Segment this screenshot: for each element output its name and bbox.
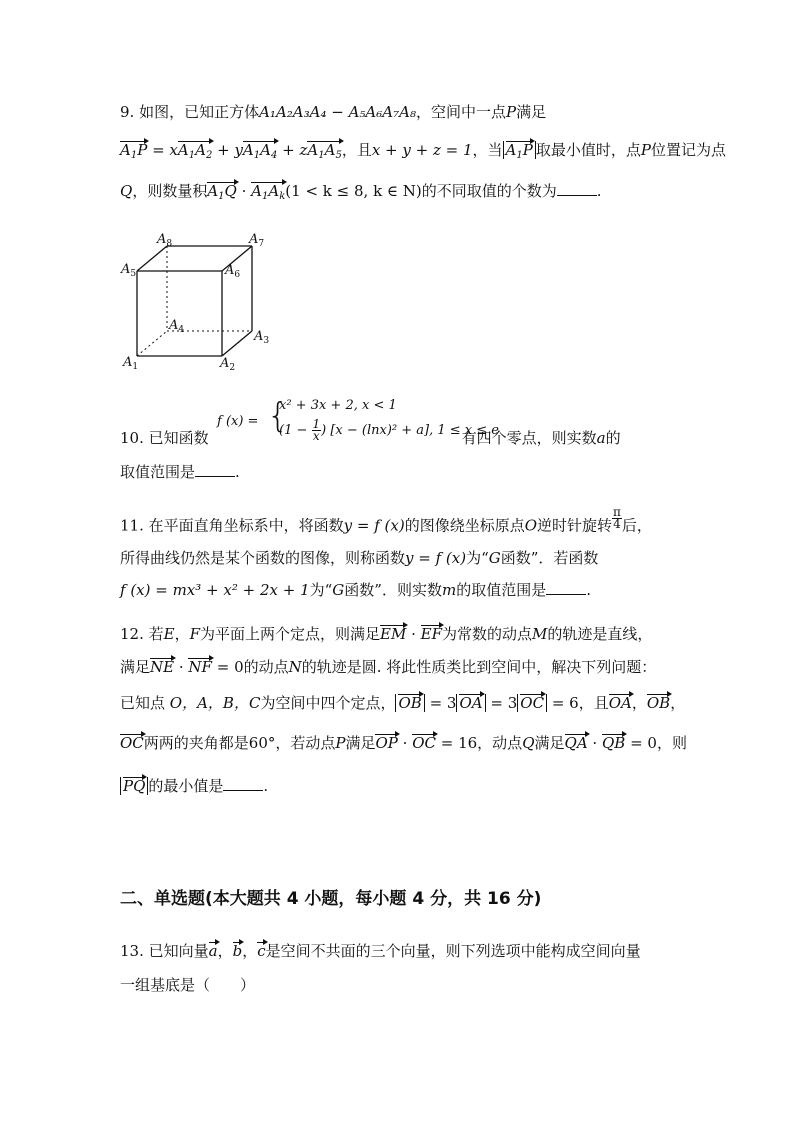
q11-text: 函数”．若函数 bbox=[500, 549, 599, 567]
q11-cubic: f (x) = mx³ + x² + 2x + 1 bbox=[120, 581, 310, 599]
q11-text: 为“ bbox=[466, 549, 489, 567]
q11-angle: $\frac{\pi}{4}$ bbox=[613, 505, 621, 531]
q9-text: 取最小值时，点 bbox=[535, 141, 641, 159]
q11-line2 bbox=[120, 548, 598, 568]
q12-text: . bbox=[263, 777, 269, 795]
q12-line2: 满足NE · NF = 0的动点N的轨迹是圆. 将此性质类比到空间中，解决下列问题： bbox=[120, 658, 657, 676]
q11-text: 11. 在平面直角坐标系中，将函数 bbox=[120, 516, 344, 535]
q10-line2 bbox=[120, 462, 240, 482]
q9-text: ，空间中一点 bbox=[415, 103, 506, 121]
q12-text: ， bbox=[670, 694, 686, 712]
vertex-label-a8: $A_8$ bbox=[157, 232, 173, 249]
q12-point-n: N bbox=[288, 658, 302, 676]
q12-point-p: P bbox=[335, 734, 346, 752]
q12-text: 满足 bbox=[345, 734, 376, 752]
section-heading: 二、单选题(本大题共 4 小题，每小题 4 分，共 16 分) bbox=[120, 889, 542, 909]
q12-text: = 0的动点 bbox=[216, 658, 289, 676]
q10-case2: (1 − $\frac{1}{x}$ ) [x − (lnx)² + a], 1 ≤ x ≤ e bbox=[279, 417, 499, 443]
q11-line1 bbox=[120, 505, 652, 538]
vertex-label-a7: $A_7$ bbox=[249, 232, 265, 249]
q9-text: 9. 如图，已知正方体 bbox=[120, 103, 260, 121]
vertex-label-a4: $A_4$ bbox=[169, 318, 185, 335]
answer-blank bbox=[546, 580, 586, 595]
q9-text: ，且 bbox=[341, 141, 372, 159]
vertex-label-a2: $A_2$ bbox=[220, 356, 236, 373]
q13-line1: 13. 已知向量a，b，c是空间不共面的三个向量，则下列选项中能构成空间向量 bbox=[120, 942, 641, 960]
vertex-label-a5: $A_5$ bbox=[121, 262, 137, 279]
q13-text: ， bbox=[242, 942, 258, 960]
q12-text: = 16，动点 bbox=[440, 734, 523, 752]
q13-text: ， bbox=[217, 942, 233, 960]
q12-line4: OC两两的夹角都是60°，若动点P满足OP · OC = 16，动点Q满足QA · QB = 0，则 bbox=[120, 734, 687, 752]
q12-text: 12. 若 bbox=[120, 625, 164, 643]
brace-icon: { bbox=[267, 396, 289, 436]
vertex-label-a6: $A_6$ bbox=[225, 263, 241, 280]
q9-cube-name: A₁A₂A₃A₄ − A₅A₆A₇A₈ bbox=[259, 103, 416, 121]
answer-blank bbox=[557, 181, 597, 196]
q12-point-f: F bbox=[189, 625, 201, 643]
q12-points: O，A，B，C bbox=[169, 694, 261, 712]
cube-figure bbox=[115, 228, 285, 373]
q10-text: 的 bbox=[605, 429, 621, 447]
q9-k-condition: (1 < k ≤ 8, k ∈ N) bbox=[285, 182, 422, 200]
q10-text: . bbox=[235, 463, 240, 481]
q9-point-p: P bbox=[640, 141, 651, 159]
q12-text: 两两的夹角都是60°，若动点 bbox=[143, 734, 336, 752]
q12-text: = 3 bbox=[490, 694, 518, 712]
q11-g: G bbox=[488, 549, 501, 567]
q9-text: ，则数量积 bbox=[132, 182, 208, 200]
vertex-label-a3: $A_3$ bbox=[254, 329, 270, 346]
q11-text: 的取值范围是 bbox=[456, 581, 547, 599]
cube-edge bbox=[222, 331, 252, 356]
q11-var-m: m bbox=[441, 581, 457, 599]
q12-text: 的轨迹是直线， bbox=[547, 625, 653, 643]
q9-text: . bbox=[596, 182, 602, 200]
q11-function: y = f (x) bbox=[343, 516, 405, 535]
answer-blank bbox=[223, 776, 263, 791]
q12-text: 的最小值是 bbox=[148, 777, 224, 795]
vertex-label-a1: $A_1$ bbox=[123, 355, 139, 372]
q11-line3 bbox=[120, 580, 591, 600]
q9-text: 的不同取值的个数为 bbox=[421, 182, 557, 200]
q12-text: ， bbox=[174, 625, 190, 643]
q12-point-m: M bbox=[532, 625, 548, 643]
q12-text: 为空间中四个定点， bbox=[260, 694, 396, 712]
q10-line1 bbox=[120, 428, 621, 448]
q11-function: y = f (x) bbox=[405, 549, 467, 567]
answer-blank bbox=[195, 462, 235, 477]
q11-origin: O bbox=[524, 516, 538, 535]
q10-text: 取值范围是 bbox=[120, 463, 196, 481]
q13-text: 是空间不共面的三个向量，则下列选项中能构成空间向量 bbox=[265, 942, 641, 960]
q11-g: G bbox=[332, 581, 345, 599]
q9-line2: $A_1P = xA_1A_2 + yA_1A_4 + zA_1A_5$，且x + y + z = 1，当 $A_1P$ 取最小值时，点P位置记为点 bbox=[120, 140, 726, 166]
q12-text: 的轨迹是圆. 将此性质类比到空间中，解决下列问题： bbox=[301, 658, 657, 676]
q11-text: 后， bbox=[621, 516, 652, 535]
q13-text: 13. 已知向量 bbox=[120, 942, 209, 960]
q12-text: 已知点 bbox=[120, 694, 166, 712]
q10-text: 10. 已知函数 bbox=[120, 429, 209, 447]
q12-text: 为平面上两个定点，则满足 bbox=[200, 625, 381, 643]
q9-point-p: P bbox=[505, 103, 517, 121]
q9-text: ，当 bbox=[472, 141, 503, 159]
q11-text: 的图像绕坐标原点 bbox=[404, 516, 525, 535]
q9-text: 位置记为点 bbox=[650, 141, 726, 159]
q9-line1 bbox=[120, 102, 546, 122]
q12-line1: 12. 若E，F为平面上两个定点，则满足EM · EF为常数的动点M的轨迹是直线， bbox=[120, 625, 653, 643]
q12-text: ， bbox=[631, 694, 647, 712]
q12-text: 满足 bbox=[534, 734, 565, 752]
q12-text: 满足 bbox=[120, 658, 151, 676]
q12-point-e: E bbox=[163, 625, 175, 643]
q11-text: 为“ bbox=[309, 581, 333, 599]
q10-var-a: a bbox=[596, 429, 606, 447]
q9-condition: x + y + z = 1 bbox=[371, 141, 473, 159]
q11-text: 所得曲线仍然是某个函数的图像，则称函数 bbox=[120, 549, 406, 567]
q11-text: 函数”．则实数 bbox=[344, 581, 442, 599]
q12-point-q: Q bbox=[522, 734, 535, 752]
q12-text: = 3 bbox=[429, 694, 457, 712]
q12-text: 为常数的动点 bbox=[442, 625, 533, 643]
q12-text: = 6，且 bbox=[551, 694, 609, 712]
q12-line5: PQ 的最小值是 . bbox=[120, 776, 268, 796]
q9-line3: Q，则数量积$A_1Q \cdot A_1A_k(1 < k \le 8$, k ∈ N)的不同取值的个数为 . bbox=[120, 181, 602, 207]
cube-edge bbox=[137, 246, 167, 271]
q12-line3: 已知点 O，A，B，C为空间中四个定点， OB = 3 OA = 3 OC = 6，且OA，OB， bbox=[120, 694, 686, 712]
q10-function-name: f (x) = bbox=[217, 414, 259, 429]
q10-text: 有四个零点，则实数 bbox=[461, 429, 597, 447]
cube-hidden-edge bbox=[137, 331, 167, 356]
q11-text: 逆时针旋转 bbox=[537, 516, 613, 535]
q13-line2: 一组基底是（ ） bbox=[120, 976, 256, 994]
q11-text: . bbox=[586, 581, 591, 599]
q12-text: = 0，则 bbox=[630, 734, 687, 752]
q10-case1: x² + 3x + 2, x < 1 bbox=[279, 398, 397, 413]
q9-point-q: Q bbox=[120, 182, 133, 200]
q9-text: 满足 bbox=[516, 103, 547, 121]
